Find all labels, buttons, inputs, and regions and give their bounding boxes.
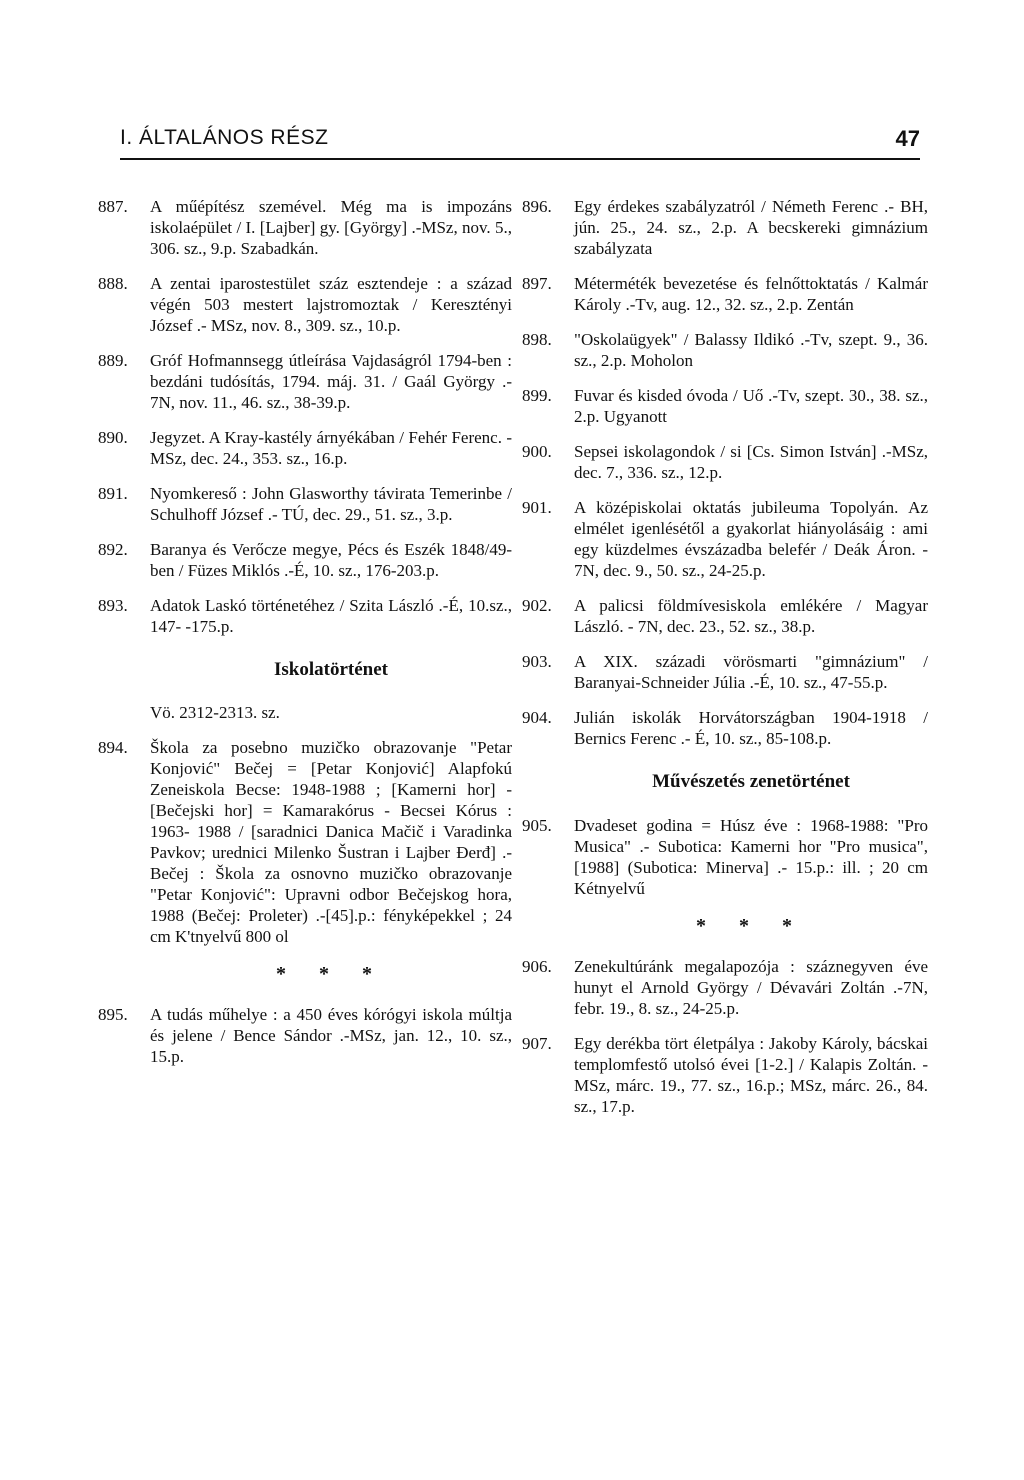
- entry-text: "Oskolaügyek" / Balassy Ildikó .-Tv, szept. 9., 36. sz., 2.p. Moholon: [574, 330, 928, 370]
- entry-text: A palicsi földmívesiskola emlékére / Magyar László. - 7N, dec. 23., 52. sz., 38.p.: [574, 596, 928, 636]
- entry-number: 896.: [522, 197, 552, 216]
- entry-text: Julián iskolák Horvátországban 1904-1918 / Bernics Ferenc .- É, 10. sz., 85-108.p.: [574, 708, 928, 748]
- bibliography-entry: [98, 539, 512, 581]
- entry-number: 899.: [522, 386, 552, 405]
- entry-number: 890.: [98, 428, 128, 447]
- cross-reference: Vö. 2312-2313. sz.: [150, 703, 280, 722]
- section-divider: * * *: [276, 963, 386, 985]
- entry-text: Dvadeset godina = Húsz éve : 1968-1988: "Pro Musica" .- Subotica: Kamerni hor "Pro musica", [1988] (Subotica: Minerva] .- 15.p.: ill. ; 20 cm Kétnyelvű: [574, 816, 928, 898]
- bibliography-entry: [522, 956, 928, 1019]
- entry-text: A tudás műhelye : a 450 éves kórógyi iskola múltja és jelene / Bence Sándor .-MSz, jan. 12., 10. sz., 15.p.: [150, 1005, 512, 1066]
- entry-number: 893.: [98, 596, 128, 615]
- entry-number: 888.: [98, 274, 128, 293]
- bibliography-entry: [522, 385, 928, 427]
- bibliography-entry: [98, 273, 512, 336]
- entry-list: [98, 737, 512, 947]
- entry-number: 889.: [98, 351, 128, 370]
- entry-text: Škola za posebno muzičko obrazovanje "Petar Konjović" Bečej = [Petar Konjović] Alapfokú Zeneiskola Becse: 1948-1988 ; [Kamerni hor] - [Bečejski hor] = Kamarakórus - Becsei Kórus : 1963- 1988 / [saradnici Danica Mačič i Varadinka Pavkov; urednici Milenko Šustran i Lajber Đerđ] .-Bečej : Škola za osnovno muzičko obrazovanje "Petar Konjović": Upravni odbor Bečejskog hora, 1988 (Bečej: Proleter) .-[45].p.: fényképekkel ; 24 cm K'tnyelvű 800 ol: [150, 738, 512, 946]
- entry-text: Egy érdekes szabályzatról / Németh Ferenc .- BH, jún. 25., 24. sz., 2.p. A becskereki gimnázium szabályzata: [574, 197, 928, 258]
- entry-text: Nyomkereső : John Glasworthy távirata Temerinbe / Schulhoff József .- TÚ, dec. 29., 51. sz., 3.p.: [150, 484, 512, 524]
- bibliography-entry: [522, 1033, 928, 1117]
- bibliography-entry: [98, 427, 512, 469]
- entry-number: 906.: [522, 957, 552, 976]
- section-heading: Művészetés zenetörténet: [652, 771, 850, 792]
- entry-number: 901.: [522, 498, 552, 517]
- entry-text: A zentai iparostestület száz esztendeje : a század végén 503 mestert lajstromoztak / Keresztényi József .- MSz, nov. 8., 309. sz., 10.p.: [150, 274, 512, 335]
- bibliography-entry: [522, 196, 928, 259]
- entry-number: 891.: [98, 484, 128, 503]
- running-head: I. ÁLTALÁNOS RÉSZ: [120, 126, 329, 149]
- section-heading: Iskolatörténet: [274, 659, 388, 680]
- entry-list: [522, 815, 928, 899]
- entry-text: Adatok Laskó történetéhez / Szita László .-É, 10.sz., 147- -175.p.: [150, 596, 512, 636]
- page-number: 47: [895, 126, 920, 151]
- entry-text: Gróf Hofmannsegg útleírása Vajdaságról 1794-ben : bezdáni tudósítás, 1794. máj. 31. / Gaál György .- 7N, nov. 11., 46. sz., 38-39.p.: [150, 351, 512, 412]
- bibliography-entry: [522, 273, 928, 315]
- entry-number: 902.: [522, 596, 552, 615]
- page-header: [120, 118, 920, 160]
- bibliography-entry: [522, 651, 928, 693]
- bibliography-entry: [98, 595, 512, 637]
- entry-number: 895.: [98, 1005, 128, 1024]
- entry-text: Fuvar és kisded óvoda / Uő .-Tv, szept. 30., 38. sz., 2.p. Ugyanott: [574, 386, 928, 426]
- left-column: [98, 196, 512, 1081]
- bibliography-entry: [522, 707, 928, 749]
- bibliography-entry: [98, 1004, 512, 1067]
- bibliography-entry: [98, 196, 512, 259]
- right-column: [522, 196, 928, 1131]
- entry-number: 900.: [522, 442, 552, 461]
- entry-number: 903.: [522, 652, 552, 671]
- entry-number: 907.: [522, 1034, 552, 1053]
- entry-text: Baranya és Verőcze megye, Pécs és Eszék 1848/49-ben / Füzes Miklós .-É, 10. sz., 176-203.p.: [150, 540, 512, 580]
- entry-text: Sepsei iskolagondok / si [Cs. Simon István] .-MSz, dec. 7., 336. sz., 12.p.: [574, 442, 928, 482]
- entry-number: 892.: [98, 540, 128, 559]
- bibliography-entry: [98, 737, 512, 947]
- bibliography-entry: [522, 441, 928, 483]
- bibliography-entry: [522, 595, 928, 637]
- entry-text: A műépítész szemével. Még ma is impozáns iskolaépület / I. [Lajber] gy. [György] .-MSz, nov. 5., 306. sz., 9.p. Szabadkán.: [150, 197, 512, 258]
- bibliography-entry: [522, 497, 928, 581]
- entry-text: Zenekultúránk megalapozója : száznegyven éve hunyt el Arnold György / Dévavári Zoltán .-7N, febr. 19., 8. sz., 24-25.p.: [574, 957, 928, 1018]
- entry-list: [98, 1004, 512, 1067]
- bibliography-entry: [98, 483, 512, 525]
- entry-list: [98, 196, 512, 637]
- section-divider: * * *: [696, 915, 806, 937]
- entry-number: 898.: [522, 330, 552, 349]
- entry-number: 905.: [522, 816, 552, 835]
- entry-number: 887.: [98, 197, 128, 216]
- entry-text: Egy derékba tört életpálya : Jakoby Károly, bácskai templomfestő utolsó évei [1-2.] / Kalapis Zoltán. - MSz, márc. 19., 77. sz., 16.p.; MSz, márc. 26., 84. sz., 17.p.: [574, 1034, 928, 1116]
- entry-text: Méterméték bevezetése és felnőttoktatás / Kalmár Károly .-Tv, aug. 12., 32. sz., 2.p. Zentán: [574, 274, 928, 314]
- bibliography-entry: [522, 815, 928, 899]
- entry-number: 894.: [98, 738, 128, 757]
- entry-number: 904.: [522, 708, 552, 727]
- entry-list: [522, 956, 928, 1117]
- entry-number: 897.: [522, 274, 552, 293]
- entry-text: A XIX. századi vörösmarti "gimnázium" / Baranyai-Schneider Júlia .-É, 10. sz., 47-55.p.: [574, 652, 928, 692]
- bibliography-entry: [98, 350, 512, 413]
- bibliography-entry: [522, 329, 928, 371]
- entry-list: [522, 196, 928, 749]
- entry-text: A középiskolai oktatás jubileuma Topolyán. Az elmélet igenlésétől a gyakorlat hiányolásáig : ami egy küzdelmes évszázadba belefér / Deák Áron. - 7N, dec. 9., 50. sz., 24-25.p.: [574, 498, 928, 580]
- entry-text: Jegyzet. A Kray-kastély árnyékában / Fehér Ferenc. - MSz, dec. 24., 353. sz., 16.p.: [150, 428, 512, 468]
